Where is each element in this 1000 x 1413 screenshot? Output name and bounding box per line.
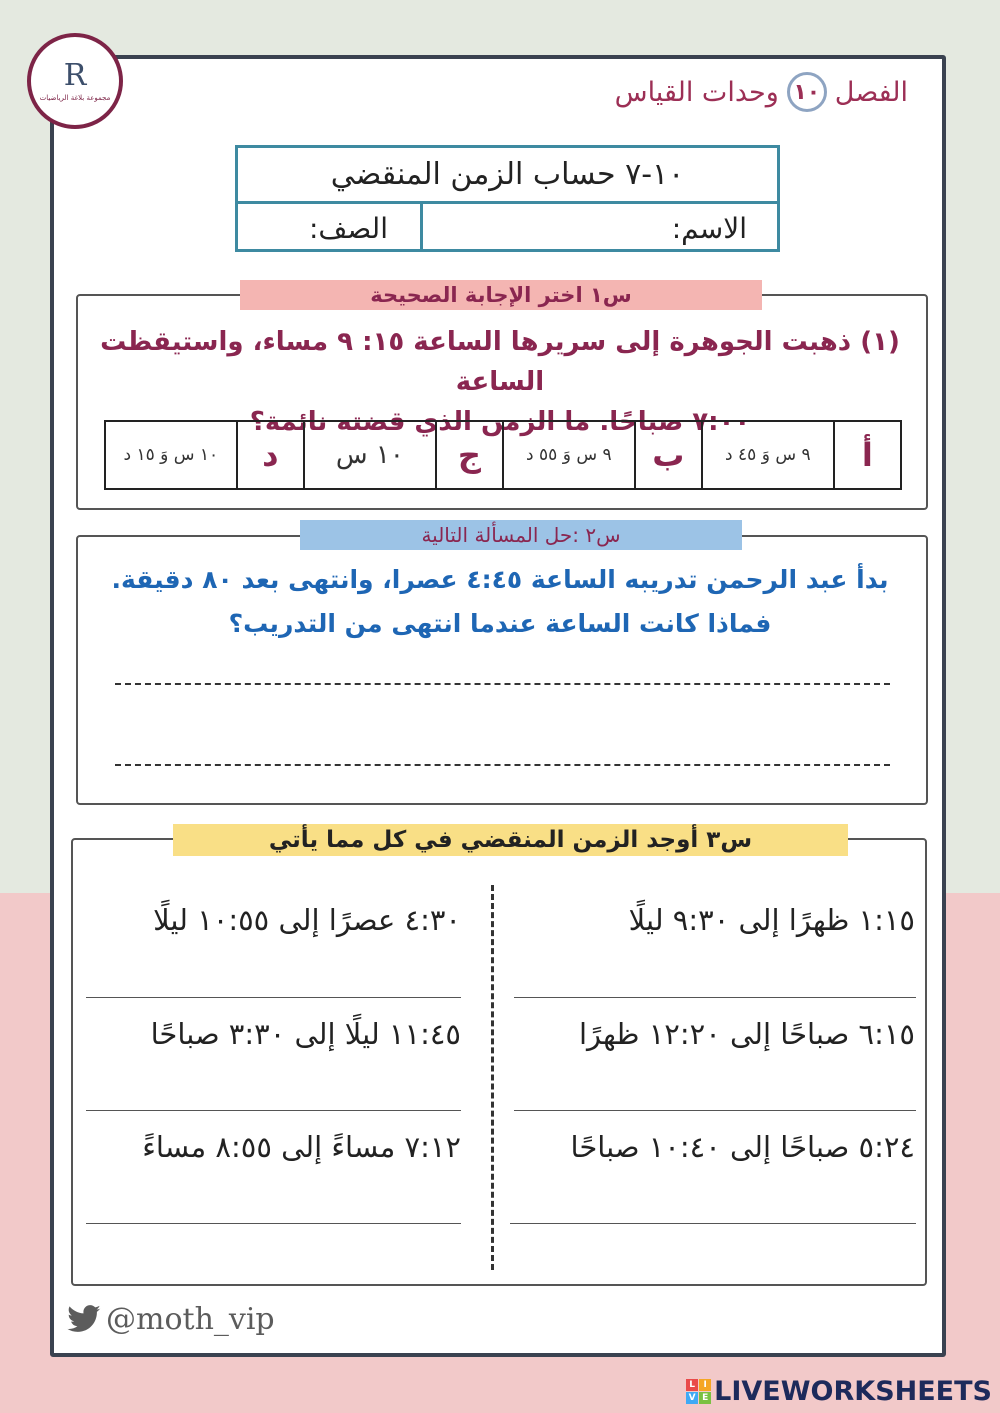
q2-question-line1: بدأ عبد الرحمن تدريبه الساعة ٤:٤٥ عصرا، وانتهى بعد ٨٠ دقيقة. xyxy=(111,565,889,594)
option-letter-b: ب xyxy=(634,422,701,488)
q3-item-right-1: ١:١٥ ظهرًا إلى ٩:٣٠ ليلًا xyxy=(628,903,915,937)
logo-mark: R xyxy=(63,57,87,93)
q1-question-line1: (١) ذهبت الجوهرة إلى سريرها الساعة ١٥: ٩ مساء، واستيقظت الساعة xyxy=(100,327,900,397)
logo-text: مجموعة بلاغة الرياضيات xyxy=(39,93,111,102)
option-letter-c: ج xyxy=(435,422,502,488)
q3-answer-line-left-1[interactable] xyxy=(86,997,461,998)
q3-answer-line-left-3[interactable] xyxy=(86,1223,461,1224)
q3-column-divider xyxy=(491,885,494,1270)
badge-letter-1: L xyxy=(686,1379,698,1391)
q2-question xyxy=(100,558,900,646)
q1-question-line2: ٧:٠٠ صباحًا. ما الزمن الذي قضته نائمة؟ xyxy=(249,407,751,437)
badge-letter-2: I xyxy=(699,1379,711,1391)
q3-answer-line-right-1[interactable] xyxy=(514,997,916,998)
q3-item-left-3: ٧:١٢ مساءً إلى ٨:٥٥ مساءً xyxy=(142,1130,461,1164)
lesson-title: ١٠-٧ حساب الزمن المنقضي xyxy=(238,148,777,204)
q2-answer-line-2[interactable] xyxy=(115,764,890,766)
class-label: الصف: xyxy=(308,211,388,245)
badge-letter-4: E xyxy=(699,1392,711,1404)
badge-letter-3: V xyxy=(686,1392,698,1404)
twitter-credit xyxy=(66,1302,275,1337)
option-letter-a: أ xyxy=(833,422,900,488)
twitter-bird-icon xyxy=(66,1305,102,1335)
option-letter-d: د xyxy=(236,422,303,488)
liveworksheets-logo-icon xyxy=(686,1379,711,1404)
option-c[interactable]: ١٠ س xyxy=(303,422,435,488)
q3-item-right-3: ٥:٢٤ صباحًا إلى ١٠:٤٠ صباحًا xyxy=(570,1130,915,1164)
liveworksheets-text[interactable]: LIVEWORKSHEETS xyxy=(714,1376,992,1407)
q1-options xyxy=(104,420,902,490)
option-d[interactable]: ١٠ س وَ ١٥ د xyxy=(123,445,219,465)
title-box xyxy=(235,145,780,252)
q3-answer-line-left-2[interactable] xyxy=(86,1110,461,1111)
q2-label: س٢ :حل المسألة التالية xyxy=(300,520,742,550)
chapter-heading xyxy=(615,72,908,112)
logo xyxy=(27,33,123,129)
chapter-number-badge: ١٠ xyxy=(787,72,827,112)
q2-answer-line-1[interactable] xyxy=(115,683,890,685)
name-label: الاسم: xyxy=(671,211,747,245)
q2-question-line2: فماذا كانت الساعة عندما انتهى من التدريب؟ xyxy=(228,609,772,638)
q3-item-right-2: ٦:١٥ صباحًا إلى ١٢:٢٠ ظهرًا xyxy=(578,1017,915,1051)
q3-answer-line-right-3[interactable] xyxy=(510,1223,916,1224)
option-a[interactable]: ٩ س وَ ٤٥ د xyxy=(701,422,833,488)
option-b[interactable]: ٩ س وَ ٥٥ د xyxy=(502,422,634,488)
class-field[interactable] xyxy=(238,204,420,252)
chapter-label: الفصل xyxy=(834,76,908,108)
q3-item-left-2: ١١:٤٥ ليلًا إلى ٣:٣٠ صباحًا xyxy=(150,1017,461,1051)
q3-answer-line-right-2[interactable] xyxy=(514,1110,916,1111)
q3-item-left-1: ٤:٣٠ عصرًا إلى ١٠:٥٥ ليلًا xyxy=(153,903,461,937)
chapter-title: وحدات القياس xyxy=(614,76,779,108)
q3-label: س٣ أوجد الزمن المنقضي في كل مما يأتي xyxy=(173,824,848,856)
q1-label: س١ اختر الإجابة الصحيحة xyxy=(240,280,762,310)
student-info-row xyxy=(238,204,777,252)
name-field[interactable] xyxy=(420,204,777,252)
twitter-handle[interactable]: @moth_vip xyxy=(106,1302,275,1337)
liveworksheets-brand xyxy=(686,1376,992,1407)
